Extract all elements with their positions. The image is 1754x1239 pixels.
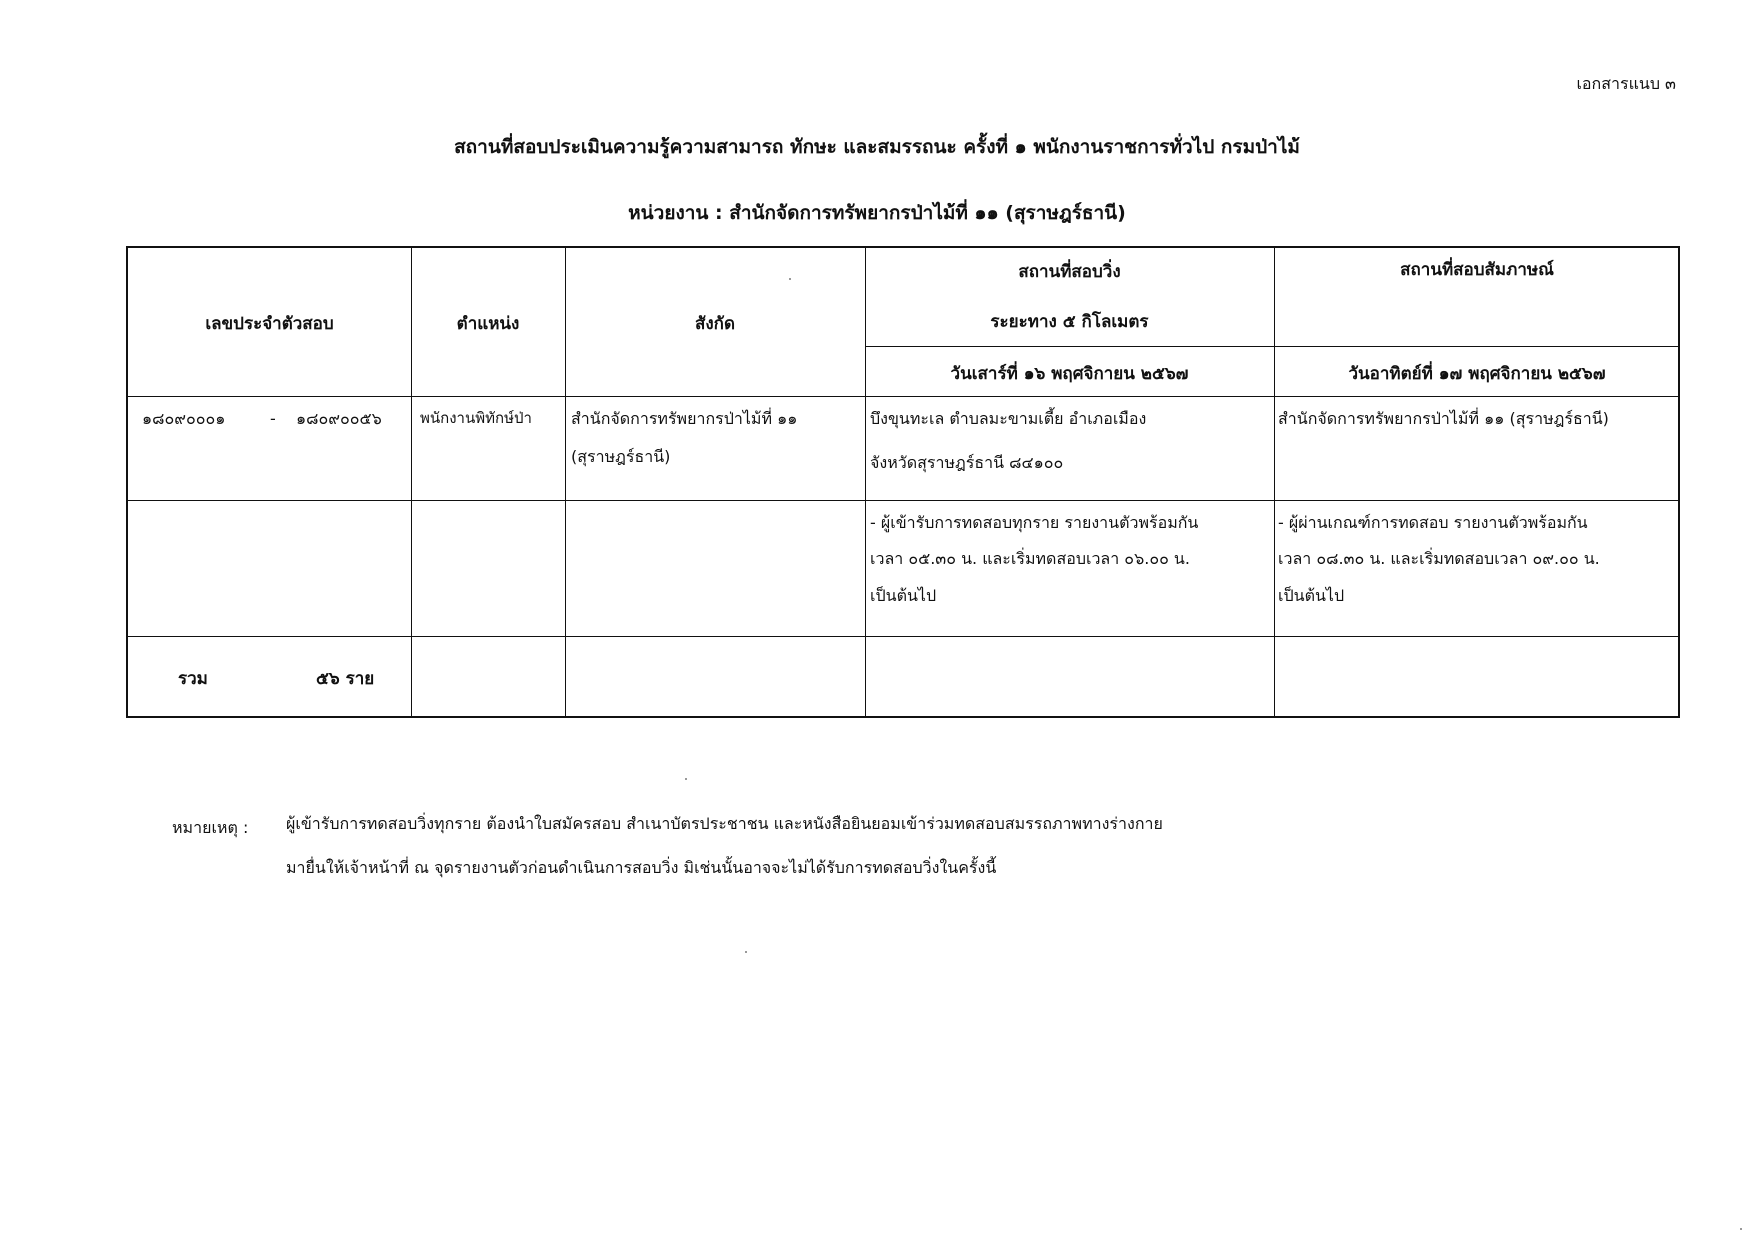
header-affiliation: สังกัด (694, 314, 735, 334)
row-divider (128, 396, 1678, 397)
run-note-line1: - ผู้เข้ารับการทดสอบทุกราย รายงานตัวพร้อมกัน (870, 513, 1199, 532)
header-run-venue: สถานที่สอบวิ่ง (1018, 262, 1121, 282)
total-label: รวม (178, 669, 208, 689)
run-venue-line1: บึงขุนทะเล ตำบลมะขามเตี้ย อำเภอเมือง (870, 409, 1147, 428)
scan-speck (1740, 1228, 1742, 1230)
affiliation-line1: สำนักจัดการทรัพยากรป่าไม้ที่ ๑๑ (571, 409, 798, 428)
row-divider (865, 346, 1678, 347)
column-divider (1274, 248, 1275, 716)
remark-line1: ผู้เข้ารับการทดสอบวิ่งทุกราย ต้องนำใบสมัครสอบ สำเนาบัตรประชาชน และหนังสือยินยอมเข้าร่วมทดสอบสมรรถภาพทางร่างกาย (286, 814, 1163, 833)
exam-id-from: ๑๘๐๙๐๐๐๑ (142, 409, 226, 428)
remark-line2: มายื่นให้เจ้าหน้าที่ ณ จุดรายงานตัวก่อนดำเนินการสอบวิ่ง มิเช่นนั้นอาจจะไม่ได้รับการทดสอบวิ่งในครั้งนี้ (286, 858, 997, 877)
unit-heading: หน่วยงาน : สำนักจัดการทรัพยากรป่าไม้ที่ ๑๑ (สุราษฎร์ธานี) (628, 202, 1126, 224)
venue-table (126, 246, 1680, 718)
total-count: ๕๖ ราย (316, 669, 375, 689)
header-interview-date: วันอาทิตย์ที่ ๑๗ พฤศจิกายน ๒๕๖๗ (1348, 364, 1606, 384)
row-divider (128, 636, 1678, 637)
header-run-distance: ระยะทาง ๕ กิโลเมตร (990, 312, 1149, 332)
scan-speck (685, 778, 687, 780)
header-interview-venue: สถานที่สอบสัมภาษณ์ (1400, 260, 1554, 280)
interview-note-line3: เป็นต้นไป (1278, 586, 1345, 605)
run-note-line2: เวลา ๐๕.๓๐ น. และเริ่มทดสอบเวลา ๐๖.๐๐ น. (870, 549, 1190, 568)
header-run-date: วันเสาร์ที่ ๑๖ พฤศจิกายน ๒๕๖๗ (950, 364, 1189, 384)
affiliation-line2: (สุราษฎร์ธานี) (571, 447, 671, 466)
run-venue-line2: จังหวัดสุราษฎร์ธานี ๘๔๑๐๐ (870, 453, 1064, 472)
interview-venue-value: สำนักจัดการทรัพยากรป่าไม้ที่ ๑๑ (สุราษฎร์ธานี) (1278, 409, 1609, 428)
document-title: สถานที่สอบประเมินความรู้ความสามารถ ทักษะ และสมรรถนะ ครั้งที่ ๑ พนักงานราชการทั่วไป กรมป่าไม้ (454, 136, 1300, 158)
exam-id-dash: - (270, 409, 276, 428)
run-note-line3: เป็นต้นไป (870, 586, 937, 605)
remark-label: หมายเหตุ : (172, 818, 249, 837)
position-value: พนักงานพิทักษ์ป่า (420, 409, 532, 427)
interview-note-line2: เวลา ๐๘.๓๐ น. และเริ่มทดสอบเวลา ๐๙.๐๐ น. (1278, 549, 1600, 568)
header-exam-id: เลขประจำตัวสอบ (205, 314, 334, 334)
scan-speck (789, 278, 791, 280)
scan-speck (745, 951, 747, 953)
attachment-label: เอกสารแนบ ๓ (1576, 74, 1676, 93)
interview-note-line1: - ผู้ผ่านเกณฑ์การทดสอบ รายงานตัวพร้อมกัน (1278, 513, 1588, 532)
row-divider (128, 500, 1678, 501)
exam-id-to: ๑๘๐๙๐๐๕๖ (296, 409, 382, 428)
header-position: ตำแหน่ง (456, 314, 520, 334)
